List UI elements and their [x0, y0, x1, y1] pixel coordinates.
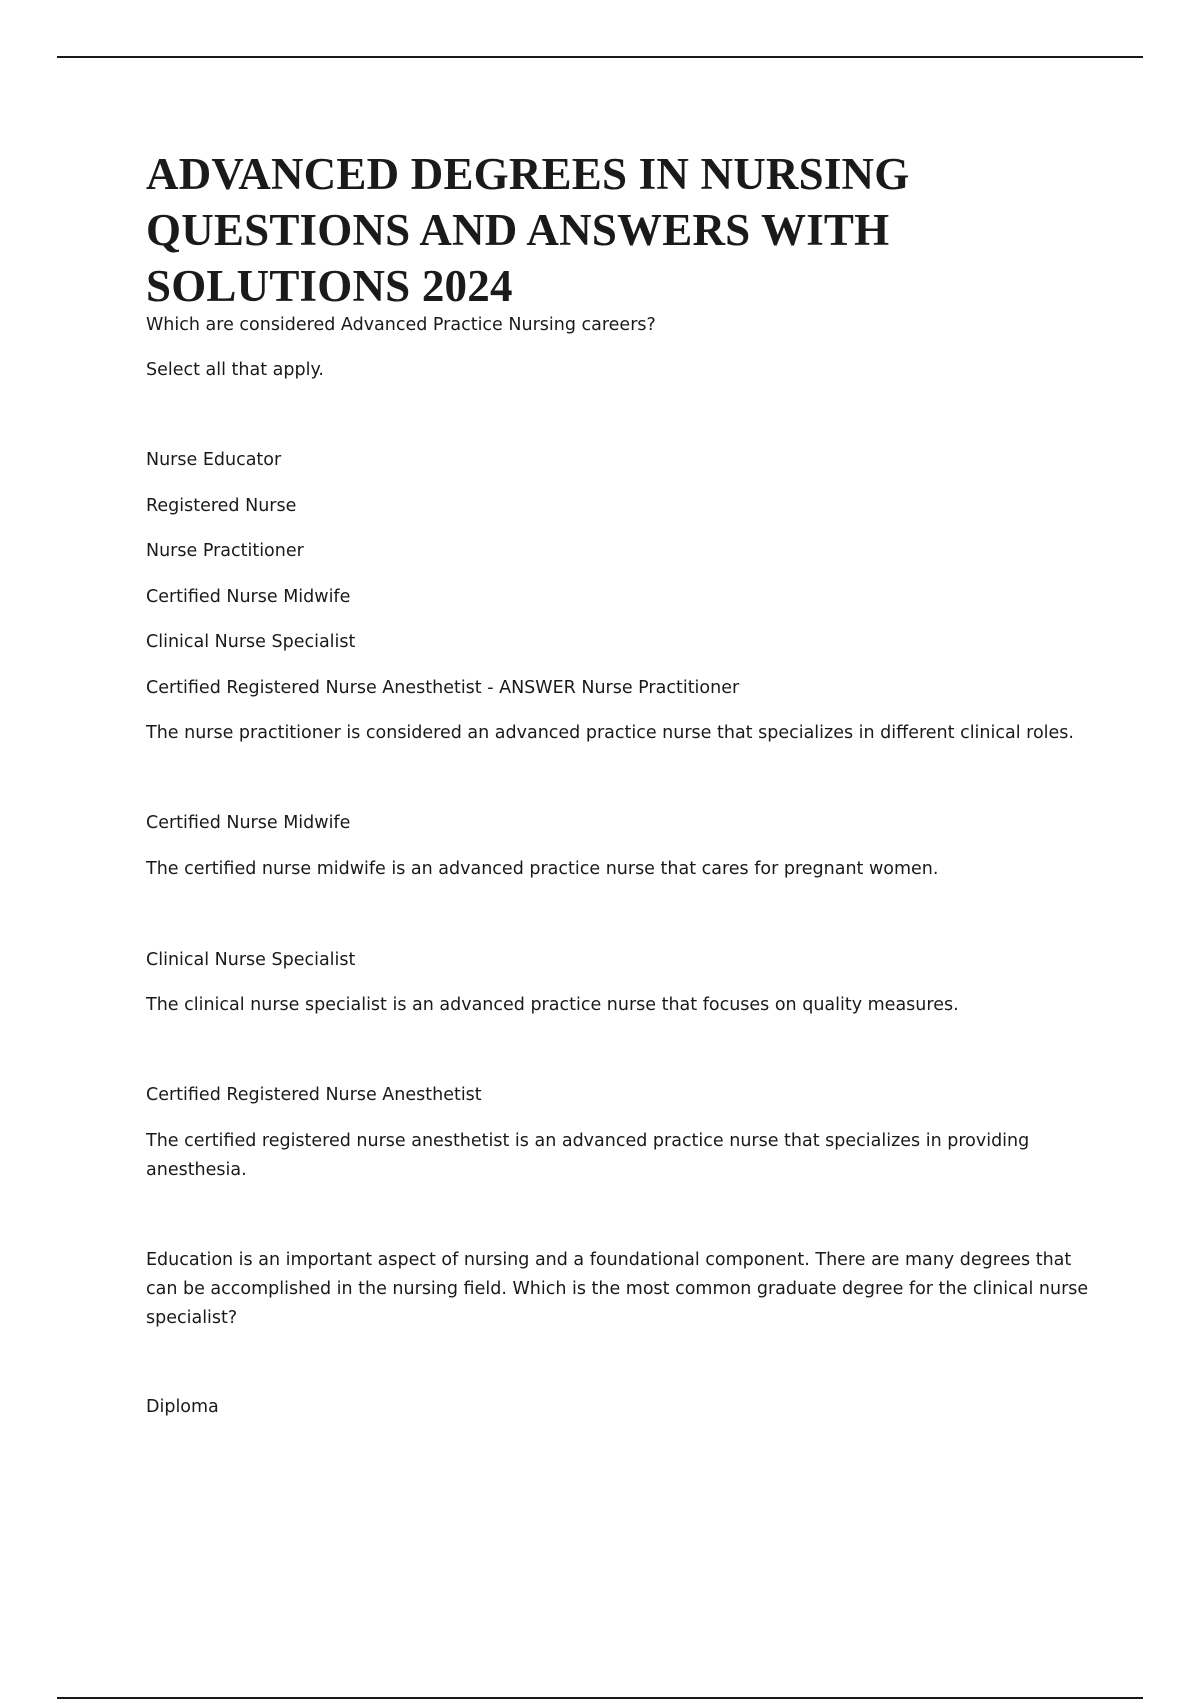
question-1-text: Which are considered Advanced Practice Nursing careers?: [146, 315, 656, 335]
option-clinical-nurse-specialist: Clinical Nurse Specialist: [146, 632, 356, 652]
document-body: [146, 146, 1096, 1417]
title-line: QUESTIONS AND ANSWERS WITH: [146, 205, 890, 255]
header-rule: [57, 56, 1143, 58]
answer-crna: Certified Registered Nurse Anesthetist: [146, 1085, 482, 1105]
explanation-certified-nurse-midwife: The certified nurse midwife is an advanced practice nurse that cares for pregnant women.: [146, 859, 939, 879]
title-line: ADVANCED DEGREES IN NURSING: [146, 149, 910, 199]
document-title: [146, 146, 1096, 314]
option-certified-nurse-midwife: Certified Nurse Midwife: [146, 587, 351, 607]
explanation-crna: The certified registered nurse anesthetist is an advanced practice nurse that specializes in providing anesthesia.: [146, 1131, 1030, 1180]
option-crna-answer: Certified Registered Nurse Anesthetist - ANSWER Nurse Practitioner: [146, 678, 740, 698]
explanation-nurse-practitioner: The nurse practitioner is considered an advanced practice nurse that specializes in different clinical roles.: [146, 723, 1074, 743]
explanation-clinical-nurse-specialist: The clinical nurse specialist is an advanced practice nurse that focuses on quality measures.: [146, 995, 959, 1015]
question-2-text: Education is an important aspect of nursing and a foundational component. There are many degrees that can be accomplished in the nursing field. Which is the most common graduate degree for the clinical nurse specialist?: [146, 1250, 1089, 1328]
answer-clinical-nurse-specialist: Clinical Nurse Specialist: [146, 950, 356, 970]
question-1-instruction: Select all that apply.: [146, 360, 324, 380]
option-nurse-practitioner: Nurse Practitioner: [146, 541, 304, 561]
title-line: SOLUTIONS 2024: [146, 261, 513, 311]
footer-rule: [57, 1697, 1143, 1699]
answer-certified-nurse-midwife: Certified Nurse Midwife: [146, 813, 351, 833]
option-diploma: Diploma: [146, 1397, 219, 1417]
option-registered-nurse: Registered Nurse: [146, 496, 297, 516]
option-nurse-educator: Nurse Educator: [146, 450, 282, 470]
